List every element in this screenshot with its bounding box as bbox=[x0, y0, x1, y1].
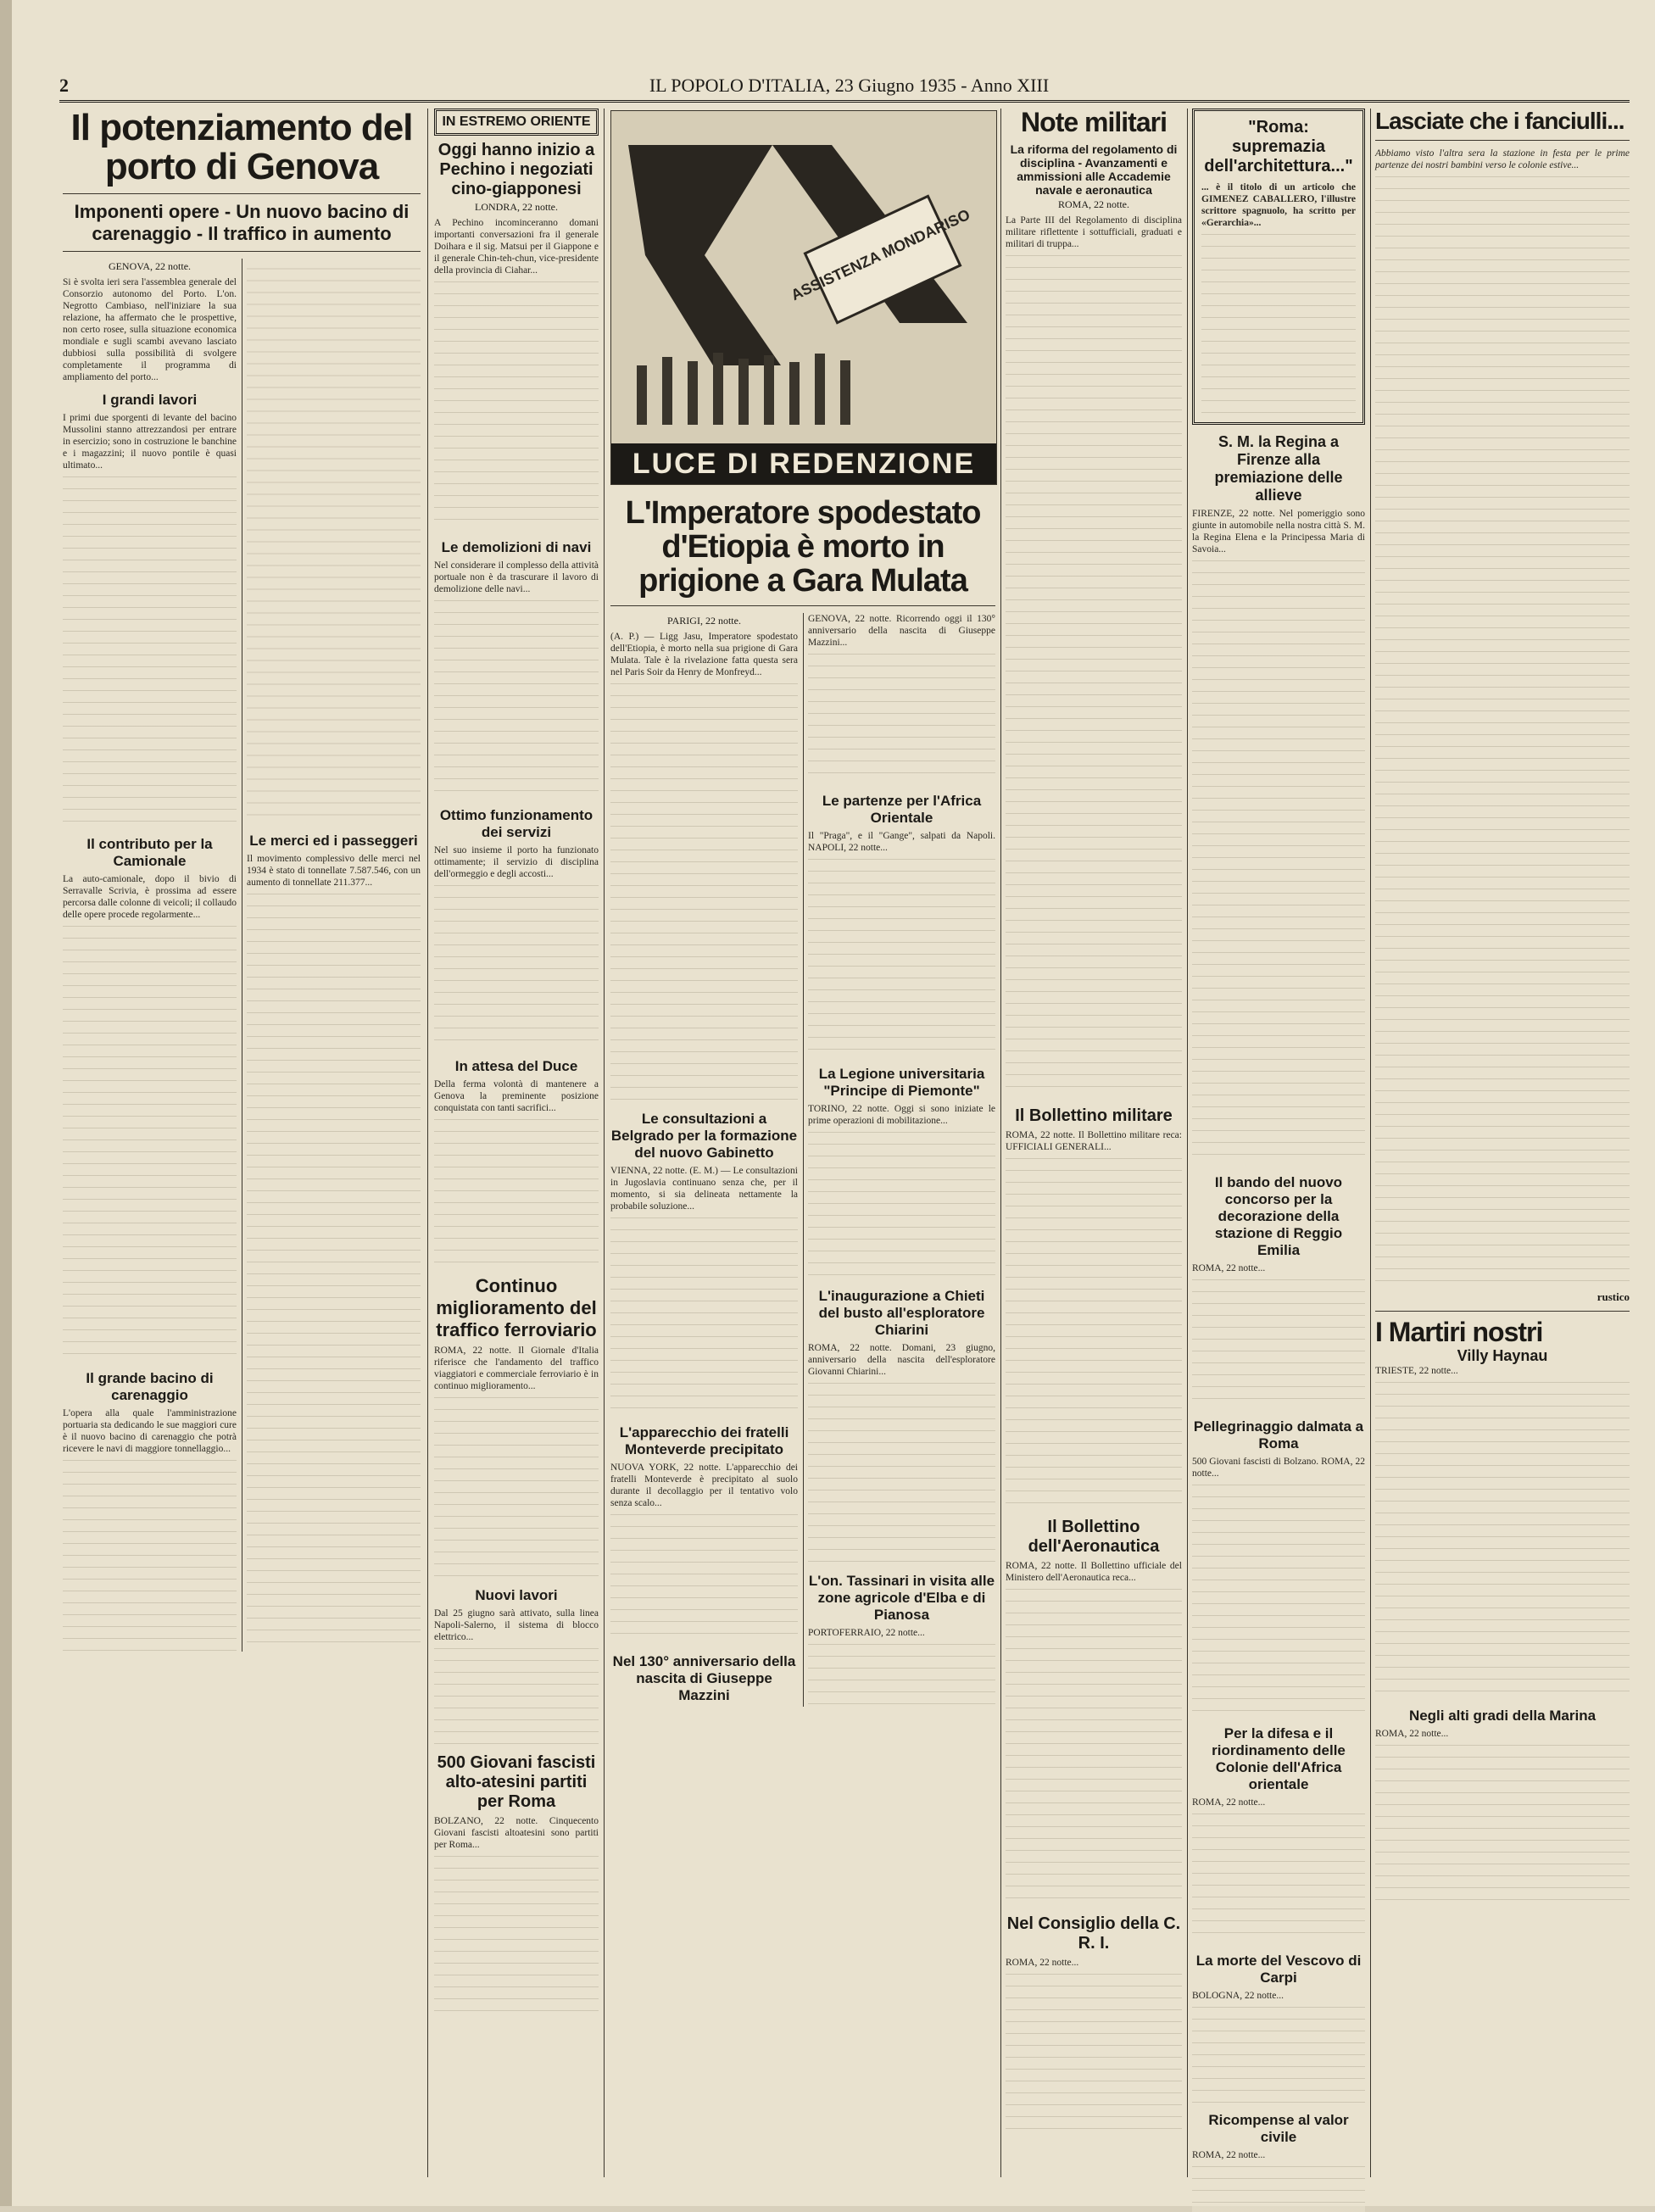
headline: L'Imperatore spodestato d'Etiopia è morto in prigione a Gara Mulata bbox=[625, 495, 981, 599]
section-title: Ottimo funzionamento dei servizi bbox=[439, 807, 593, 841]
box-title: "Roma: supremazia dell'architettura..." bbox=[1204, 118, 1353, 176]
subheadline: Imponenti opere - Un nuovo bacino di carenaggio - Il traffico in aumento bbox=[74, 201, 410, 244]
boxed-notice bbox=[1192, 109, 1365, 425]
section-text: TORINO, 22 notte. Oggi si sono iniziate le prime operazioni di mobilitazione... bbox=[808, 1103, 998, 1126]
page-number: 2 bbox=[59, 75, 69, 96]
section-text: ROMA, 22 notte... bbox=[1006, 1957, 1079, 1968]
article-column-5 bbox=[1192, 109, 1368, 2177]
section-text: La auto-camionale, dopo il bivio di Serravalle Scrivia, è prossima ad essere percorsa dalle colonne di veicoli; il collaudo delle opere procede regolarmente... bbox=[63, 873, 239, 920]
section-title: L'on. Tassinari in visita alle zone agricole d'Elba e di Pianosa bbox=[808, 1572, 995, 1623]
section-text: ROMA, 22 notte. Domani, 23 giugno, anniversario della nascita dell'esploratore Giovanni Chiarini... bbox=[808, 1342, 998, 1377]
masthead bbox=[59, 75, 1630, 103]
kicker-box bbox=[434, 109, 599, 136]
article-estremo-oriente bbox=[434, 109, 599, 2177]
section-text: Nel suo insieme il porto ha funzionato ottimamente; il servizio di disciplina dell'ormeggio e degli accosti... bbox=[434, 845, 601, 880]
section-title: S. M. la Regina a Firenze alla premiazione delle allieve bbox=[1214, 433, 1343, 504]
section-text: Nel considerare il complesso della attività portuale non è da trascurare il lavoro di demolizione delle navi... bbox=[434, 560, 601, 595]
section-title: Nel Consiglio della C. R. I. bbox=[1006, 1914, 1181, 1953]
column-rule bbox=[604, 109, 605, 2177]
subheadline: La riforma del regolamento di disciplina - Avanzamenti e ammissioni alle Accademie navale e aeronautica bbox=[1010, 142, 1178, 197]
article-lead: Si è svolta ieri sera l'assemblea generale del Consorzio autonomo del Porto. L'on. Negrotto Cambiaso, nell'iniziare la sua relazione, ha affermato che le prospettive, non certo rosee, sulla situazione economica mondiale e sugli scambi avevano lasciato dubbiosi sulla possibilità di svolgere completamente il programma di ampliamento del porto... bbox=[63, 276, 239, 382]
section-title: Per la difesa e il riordinamento delle Colonie dell'Africa orientale bbox=[1212, 1725, 1346, 1792]
section-text: ROMA, 22 notte. Il Bollettino ufficiale del Ministero dell'Aeronautica reca... bbox=[1006, 1560, 1184, 1583]
binding-spine bbox=[0, 0, 12, 2206]
section-text: Il movimento complessivo delle merci nel 1934 è stato di tonnellate 7.587.546, con un aumento di tonnellate 211.377... bbox=[247, 854, 423, 889]
article-text: La Parte III del Regolamento di disciplina militare riflettente i sottufficiali, graduati e militari di truppa... bbox=[1006, 215, 1184, 249]
dateline: GENOVA, 22 notte. bbox=[108, 259, 192, 272]
section-text: L'opera alla quale l'amministrazione portuaria sta dedicando le sue maggiori cure è il nuovo bacino di carenaggio che potrà ricevere le navi di maggiore tonnellaggio... bbox=[63, 1407, 239, 1454]
section-subtitle: Villy Haynau bbox=[1457, 1346, 1548, 1364]
propaganda-photo bbox=[610, 110, 997, 485]
article-note-militari bbox=[1006, 109, 1182, 2177]
section-text: FIRENZE, 22 notte. Nel pomeriggio sono giunte in automobile nella nostra città S. M. la Regina Elena e la Principessa Maria di Savoia... bbox=[1192, 509, 1368, 554]
section-title: L'apparecchio dei fratelli Monteverde precipitato bbox=[619, 1424, 789, 1457]
article-column-6 bbox=[1375, 109, 1630, 2177]
section-title: Ricompense al valor civile bbox=[1208, 2112, 1349, 2145]
section-title: Negli alti gradi della Marina bbox=[1408, 1707, 1596, 1724]
photo-sign-text: ASSISTENZA MONDARISO bbox=[788, 205, 973, 304]
section-text: PORTOFERRAIO, 22 notte... bbox=[808, 1627, 925, 1638]
kicker: IN ESTREMO ORIENTE bbox=[442, 114, 591, 129]
section-title: I grandi lavori bbox=[102, 391, 198, 408]
section-text: Della ferma volontà di mantenere a Genova la preminente posizione conquistata con tanti sacrifici... bbox=[434, 1079, 601, 1114]
article-signature: rustico bbox=[1596, 1290, 1630, 1304]
section-title: Le consultazioni a Belgrado per la formazione del nuovo Gabinetto bbox=[610, 1110, 798, 1161]
section-text: ROMA, 22 notte... bbox=[1192, 1263, 1266, 1273]
masthead-title: IL POPOLO D'ITALIA, 23 Giugno 1935 - Anno XIII bbox=[649, 75, 1050, 96]
column-rule bbox=[427, 109, 428, 2177]
section-title: Il bando del nuovo concorso per la decorazione della stazione di Reggio Emilia bbox=[1214, 1174, 1343, 1258]
headline: Il potenziamento del porto di Genova bbox=[70, 107, 413, 188]
section-title: Il grande bacino di carenaggio bbox=[86, 1369, 214, 1403]
section-title: In attesa del Duce bbox=[454, 1058, 578, 1075]
article-text: (A. P.) — Ligg Jasu, Imperatore spodestato dell'Etiopia, è morto nella sua prigione di Gara Mulata. Tale è la rivelazione fatta questa sera nel Paris Soir da Henry de Monfreyd... bbox=[610, 631, 800, 677]
article-imperatore bbox=[610, 495, 998, 2176]
section-text: I primi due sporgenti di levante del bacino Mussolini stanno attrezzandosi per entrare in esercizio; sono in costruzione le banchine e i magazzini; il nuovo pontile è quasi ultimato... bbox=[63, 412, 239, 471]
section-title: Pellegrinaggio dalmata a Roma bbox=[1193, 1418, 1364, 1451]
article-porto-genova bbox=[63, 109, 421, 2177]
section-title: Nel 130° anniversario della nascita di Giuseppe Mazzini bbox=[612, 1652, 796, 1703]
section-title: Le demolizioni di navi bbox=[441, 539, 592, 556]
section-text: VIENNA, 22 notte. (E. M.) — Le consultazioni in Jugoslavia continuano senza che, per il momento, si sia delineata nettamente la probabile soluzione... bbox=[610, 1165, 800, 1212]
headline: Note militari bbox=[1021, 107, 1167, 137]
section-text: BOLZANO, 22 notte. Cinquecento Giovani fascisti altoatesini sono partiti per Roma... bbox=[434, 1816, 601, 1851]
section-title: Le partenze per l'Africa Orientale bbox=[822, 792, 982, 826]
section-text: NUOVA YORK, 22 notte. L'apparecchio dei fratelli Monteverde è precipitato al suolo durante il decollaggio per il tentativo volo senza scalo... bbox=[610, 1462, 800, 1508]
section-text: ROMA, 22 notte. Il Giornale d'Italia riferisce che l'andamento del traffico viaggiatori e commerciale ferroviario è in continuo miglioramento... bbox=[434, 1346, 601, 1392]
section-text: ROMA, 22 notte... bbox=[1192, 1797, 1266, 1808]
dateline: PARIGI, 22 notte. bbox=[667, 614, 741, 627]
section-title: Il Bollettino militare bbox=[1015, 1106, 1173, 1125]
section-title: I Martiri nostri bbox=[1375, 1317, 1543, 1348]
article-text: A Pechino incominceranno domani importanti conversazioni fra il generale Doihara e il sig. Matsui per il Giappone e il generale Chin-teh-chun, vice-presidente della provincia di Ciahar... bbox=[434, 218, 601, 276]
section-title: Le merci ed i passeggeri bbox=[249, 833, 418, 850]
photo-illustration bbox=[611, 111, 996, 443]
box-text: ... è il titolo di un articolo che GIMENEZ CABALLERO, l'illustre scrittore spagnuolo, ha scritto per «Gerarchia»... bbox=[1201, 182, 1358, 228]
headline: Lasciate che i fanciulli... bbox=[1375, 108, 1624, 134]
section-title: La Legione universitaria "Principe di Piemonte" bbox=[818, 1065, 985, 1099]
section-title: Nuovi lavori bbox=[475, 1587, 558, 1604]
column-rule bbox=[1187, 109, 1188, 2177]
section-text: Dal 25 giugno sarà attivato, sulla linea Napoli-Salerno, il sistema di blocco elettrico... bbox=[434, 1608, 601, 1643]
section-title: Il Bollettino dell'Aeronautica bbox=[1028, 1517, 1160, 1556]
section-text: BOLOGNA, 22 notte... bbox=[1192, 1991, 1284, 2001]
section-title: 500 Giovani fascisti alto-atesini partiti per Roma bbox=[437, 1753, 596, 1812]
section-text: ROMA, 22 notte... bbox=[1192, 2150, 1266, 2160]
section-text: TRIESTE, 22 notte... bbox=[1375, 1365, 1458, 1376]
column-rule bbox=[1370, 109, 1371, 2177]
column-rule bbox=[1000, 109, 1001, 2177]
section-title: Continuo miglioramento del traffico ferroviario bbox=[436, 1275, 597, 1341]
photo-caption: LUCE DI REDENZIONE bbox=[611, 443, 996, 484]
section-title: L'inaugurazione a Chieti del busto all'esploratore Chiarini bbox=[818, 1287, 985, 1338]
article-text: Abbiamo visto l'altra sera la stazione in festa per le prime partenze dei nostri bambini verso le colonie estive... bbox=[1375, 148, 1632, 171]
section-text: ROMA, 22 notte... bbox=[1375, 1728, 1449, 1739]
dateline: LONDRA, 22 notte. bbox=[475, 201, 558, 214]
dateline: ROMA, 22 notte. bbox=[1058, 198, 1129, 210]
section-text: Il "Praga", e il "Gange", salpati da Napoli. NAPOLI, 22 notte... bbox=[808, 830, 998, 853]
section-text: ROMA, 22 notte. Il Bollettino militare reca: UFFICIALI GENERALI... bbox=[1006, 1129, 1184, 1152]
section-text: GENOVA, 22 notte. Ricorrendo oggi il 130° anniversario della nascita di Giuseppe Mazzini... bbox=[808, 613, 998, 648]
section-text: 500 Giovani fascisti di Bolzano. ROMA, 22 notte... bbox=[1192, 1457, 1368, 1479]
section-title: Il contributo per la Camionale bbox=[86, 835, 213, 869]
section-title: La morte del Vescovo di Carpi bbox=[1195, 1953, 1362, 1986]
headline: Oggi hanno inizio a Pechino i negoziati cino-giapponesi bbox=[437, 141, 595, 199]
